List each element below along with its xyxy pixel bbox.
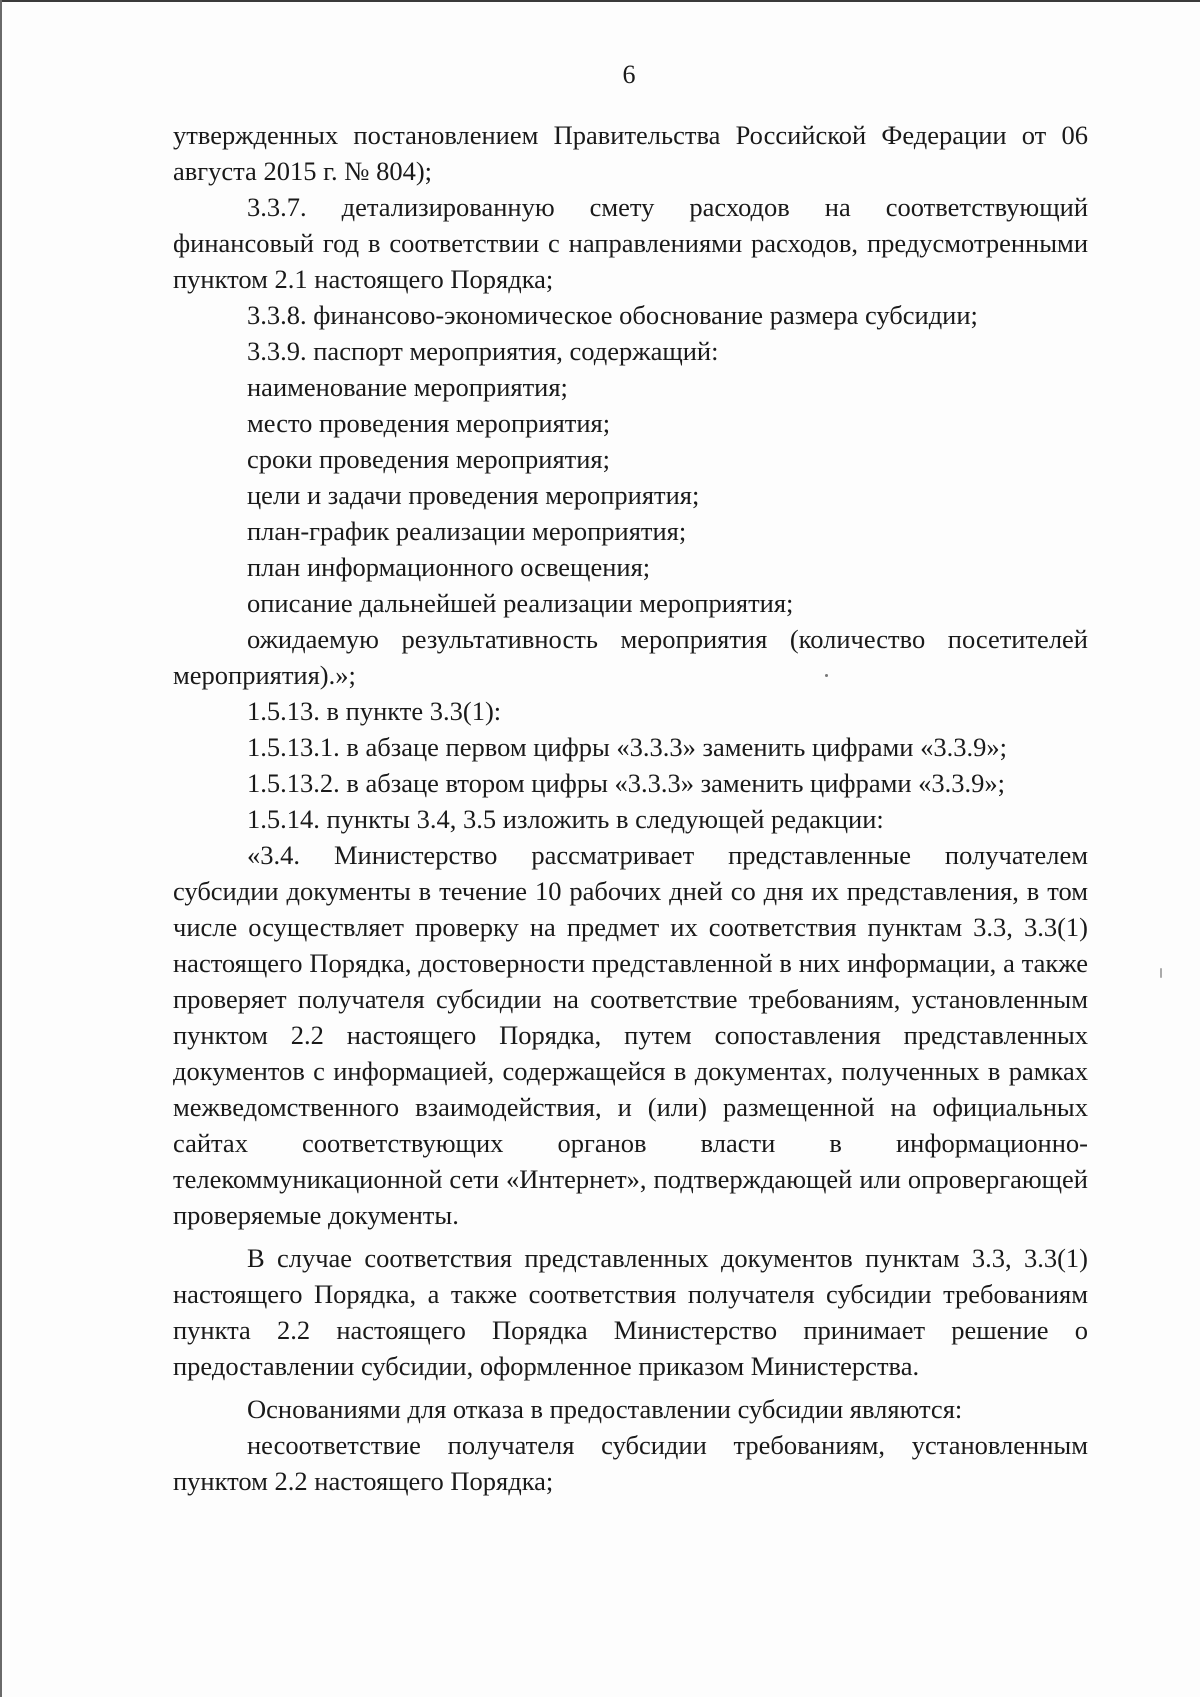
- paragraph-3-3-8: 3.3.8. финансово-экономическое обоснование размера субсидии;: [247, 300, 978, 330]
- list-item-event-dates: сроки проведения мероприятия;: [247, 444, 610, 474]
- paragraph-refusal-ground-1: несоответствие получателя субсидии требованиям, установленным пунктом 2.2 настоящего Порядка;: [173, 1430, 1088, 1496]
- list-item-event-goals: цели и задачи проведения мероприятия;: [247, 480, 700, 510]
- document-body: [173, 117, 1088, 1499]
- paragraph-1-5-14: 1.5.14. пункты 3.4, 3.5 изложить в следующей редакции:: [247, 804, 884, 834]
- list-item-media-plan: план информационного освещения;: [247, 552, 651, 582]
- paragraph-1-5-13-2: 1.5.13.2. в абзаце втором цифры «3.3.3» заменить цифрами «3.3.9»;: [247, 768, 1006, 798]
- paragraph-1-5-13-1: 1.5.13.1. в абзаце первом цифры «3.3.3» заменить цифрами «3.3.9»;: [247, 732, 1007, 762]
- scan-speck: [1160, 968, 1162, 978]
- paragraph-continuation: утвержденных постановлением Правительства Российской Федерации от 06 августа 2015 г. № 804);: [173, 120, 1088, 186]
- paragraph-3-4: «3.4. Министерство рассматривает представленные получателем субсидии документы в течение 10 рабочих дней со дня их представления, в том числе осуществляет проверку на предмет их соответствия пунктам 3.3, 3.3(1) настоящего Порядка, достоверности представленной в них информации, а также проверяет получателя субсидии на соответствие требованиям, установленным пунктом 2.2 настоящего Порядка, путем сопоставления представленных документов с информацией, содержащейся в документах, полученных в рамках межведомственного взаимодействия, и (или) размещенной на официальных сайтах соответствующих органов власти в информационно-телекоммуникационной сети «Интернет», подтверждающей или опровергающей проверяемые документы.: [173, 840, 1088, 1230]
- list-item-expected-results: ожидаемую результативность мероприятия (количество посетителей мероприятия).»;: [173, 624, 1088, 690]
- list-item-event-schedule: план-график реализации мероприятия;: [247, 516, 687, 546]
- scan-speck: [825, 674, 828, 677]
- list-item-event-name: наименование мероприятия;: [247, 372, 568, 402]
- paragraph-3-3-7: 3.3.7. детализированную смету расходов на соответствующий финансовый год в соответствии с направлениями расходов, предусмотренными пунктом 2.1 настоящего Порядка;: [173, 192, 1088, 294]
- page-number: 6: [622, 60, 636, 89]
- scan-edge-left: [0, 0, 2, 1697]
- paragraph-compliance-decision: В случае соответствия представленных документов пунктам 3.3, 3.3(1) настоящего Порядка, а также соответствия получателя субсидии требованиям пункта 2.2 настоящего Порядка Министерство принимает решение о предоставлении субсидии, оформленное приказом Министерства.: [173, 1243, 1088, 1381]
- paragraph-3-3-9: 3.3.9. паспорт мероприятия, содержащий:: [247, 336, 719, 366]
- list-item-further-implementation: описание дальнейшей реализации мероприятия;: [247, 588, 794, 618]
- paragraph-refusal-grounds: Основаниями для отказа в предоставлении субсидии являются:: [247, 1394, 963, 1424]
- scan-edge-top: [0, 0, 1200, 2]
- list-item-event-place: место проведения мероприятия;: [247, 408, 611, 438]
- paragraph-1-5-13: 1.5.13. в пункте 3.3(1):: [247, 696, 502, 726]
